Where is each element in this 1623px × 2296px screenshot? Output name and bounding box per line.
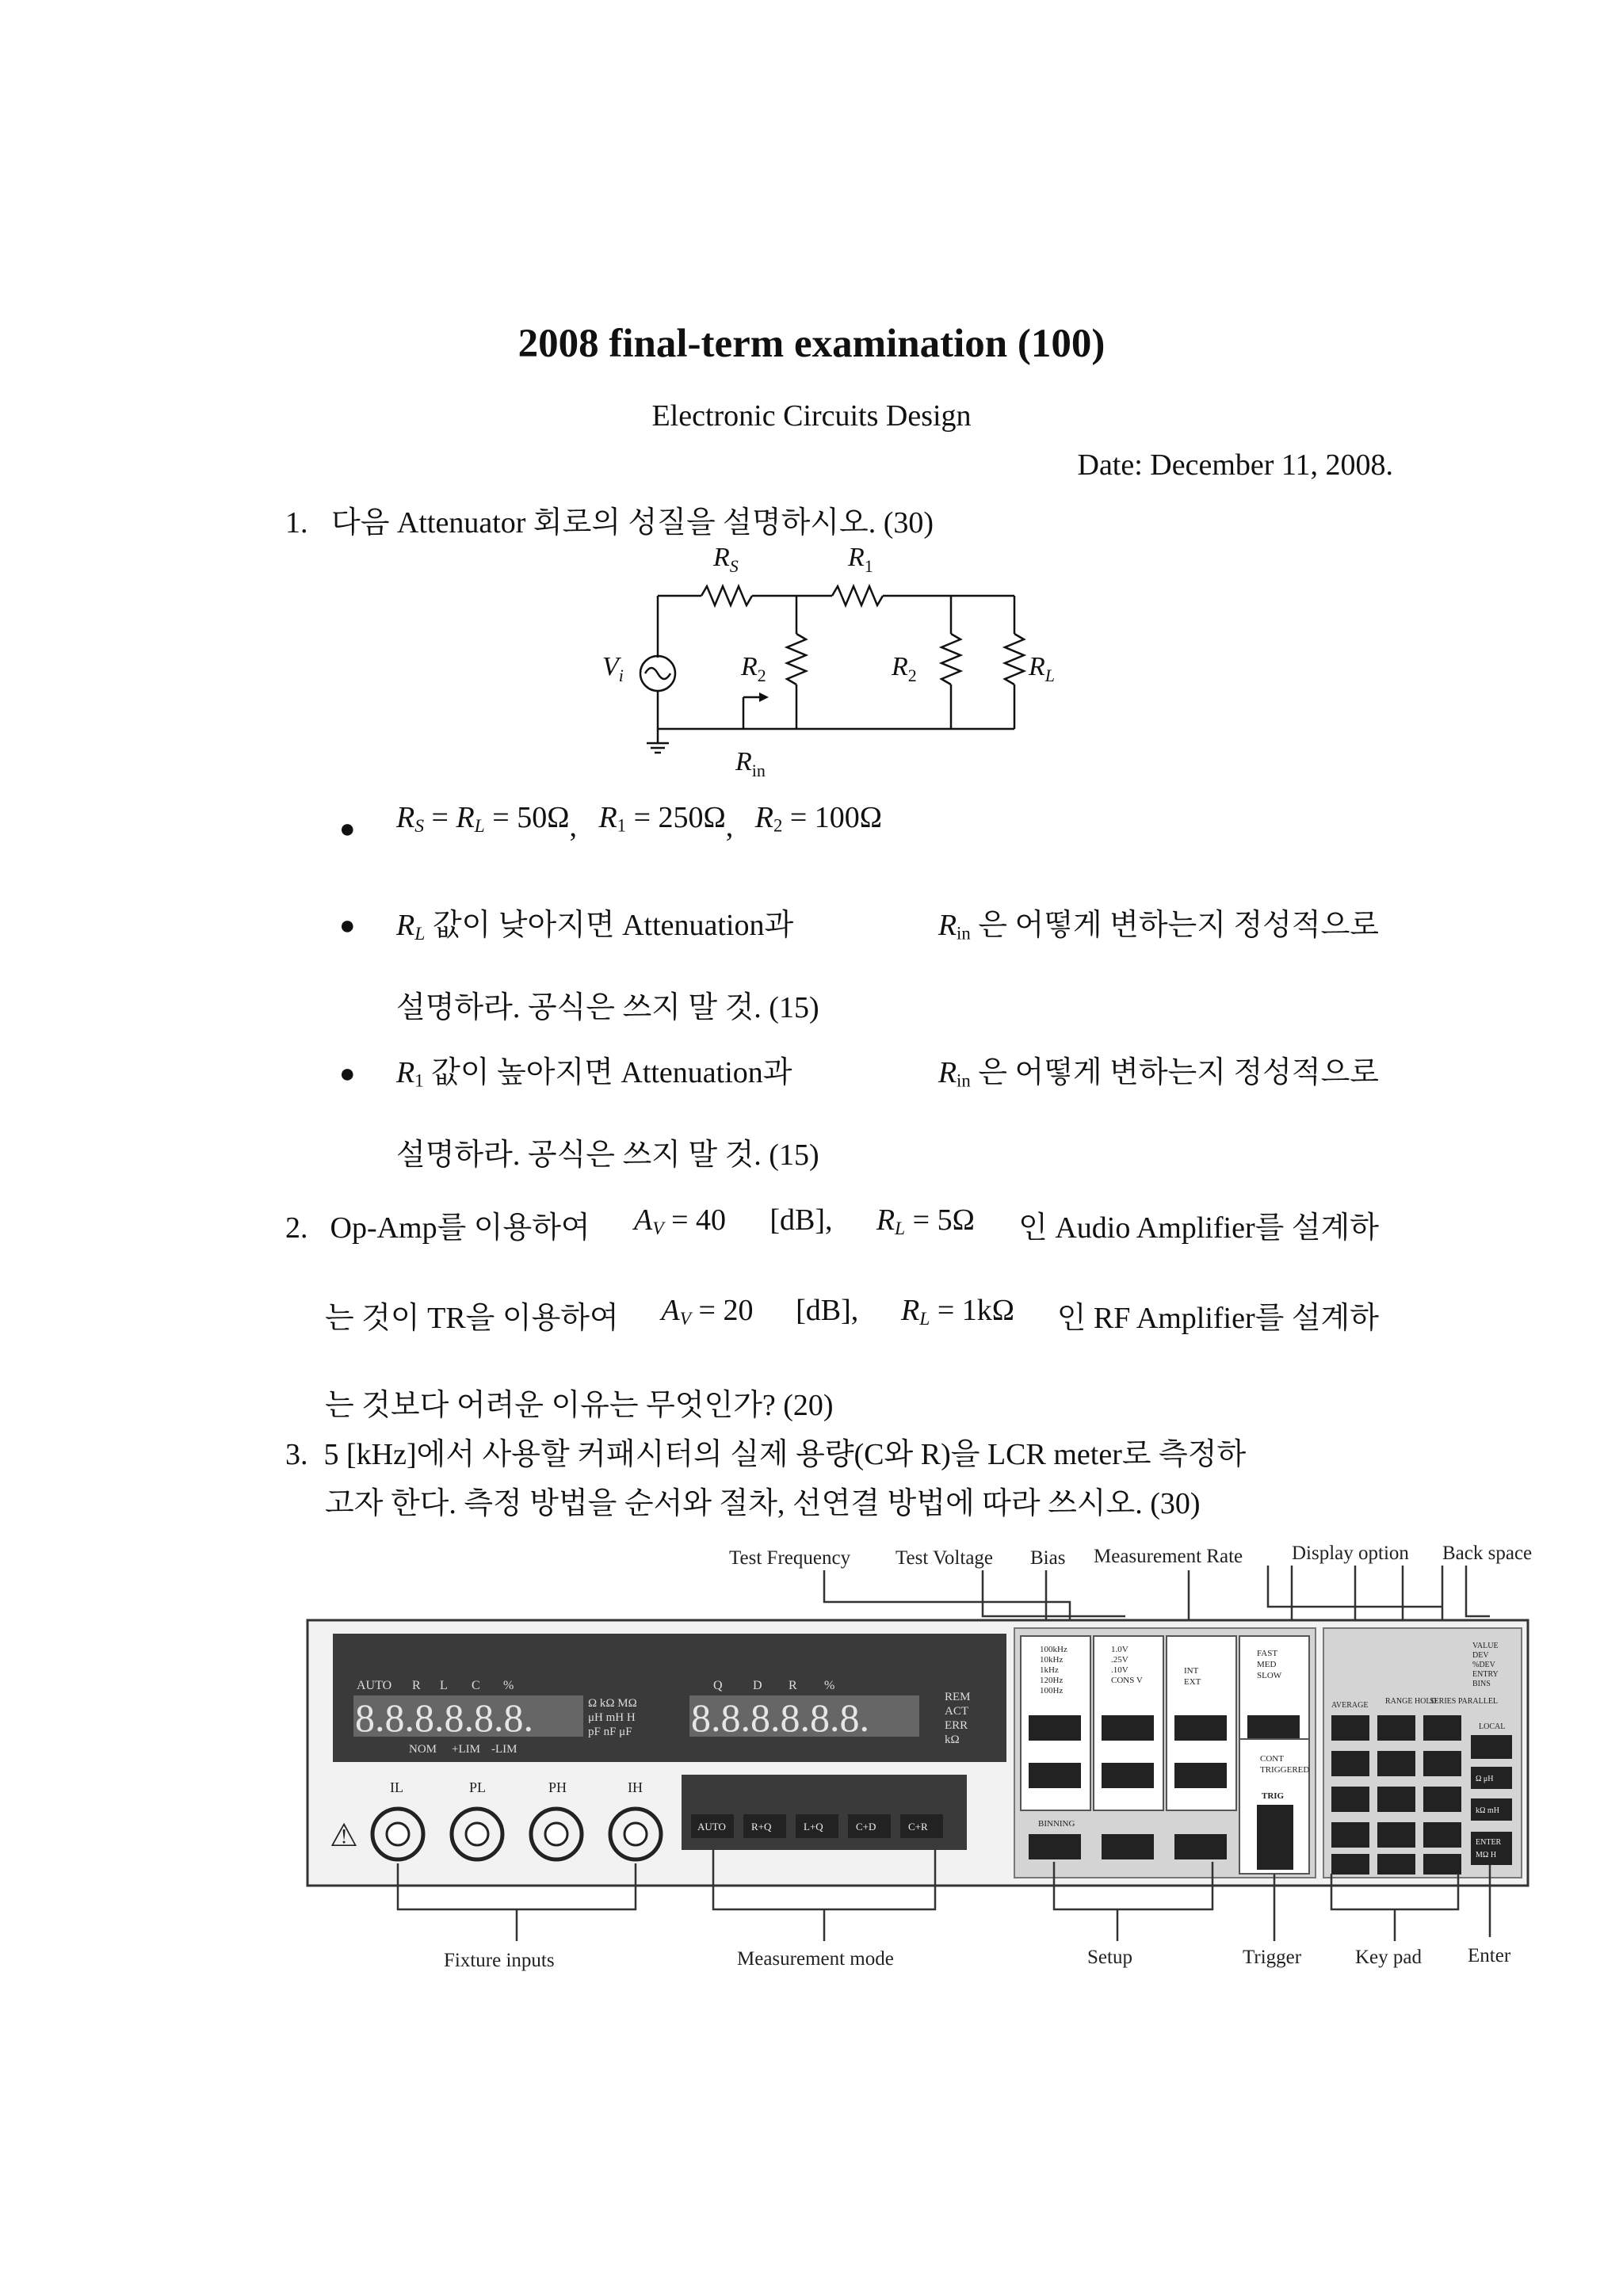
svg-text:pF nF μF: pF nF μF: [588, 1726, 632, 1738]
label-rl: $R_L$: [1029, 652, 1056, 685]
callout-back-space: Back space: [1442, 1543, 1533, 1564]
svg-text:ENTER: ENTER: [1476, 1838, 1502, 1847]
svg-text:IH: IH: [628, 1779, 643, 1795]
svg-text:VALUE: VALUE: [1472, 1642, 1499, 1650]
svg-text:100kHz: 100kHz: [1040, 1645, 1067, 1654]
svg-text:R+Q: R+Q: [751, 1821, 772, 1833]
bullet-2-line1: $R_L$ 값이 낮아지면 Attenuation과 Rin 은 어떻게 변하는지 정성적으로: [396, 909, 1379, 944]
callout-enter: Enter: [1468, 1945, 1511, 1966]
svg-text:TRIGGERED: TRIGGERED: [1260, 1765, 1310, 1775]
keypad-5[interactable]: [1377, 1787, 1415, 1812]
keypad-6[interactable]: [1423, 1787, 1461, 1812]
svg-text:EXT: EXT: [1184, 1677, 1201, 1687]
q3-line2: 고자 한다. 측정 방법을 순서와 절차, 선연결 방법에 따라 쓰시오. (30): [325, 1487, 1201, 1520]
svg-text:D: D: [753, 1679, 762, 1692]
svg-text:CONS V: CONS V: [1111, 1676, 1143, 1685]
svg-text:Q: Q: [713, 1679, 723, 1692]
bias-button[interactable]: [1174, 1715, 1227, 1741]
callout-measurement-mode: Measurement mode: [737, 1948, 894, 1970]
resistor-r2-second: [941, 634, 960, 685]
callout-key-pad: Key pad: [1355, 1947, 1422, 1968]
label-r1: $R_1$: [848, 543, 873, 576]
course-subtitle: Electronic Circuits Design: [651, 399, 972, 433]
keypad-0[interactable]: [1331, 1854, 1369, 1875]
lcr-meter-panel-figure: [301, 1537, 1585, 1997]
label-rin: $R_{in}$: [735, 747, 766, 780]
svg-text:%: %: [824, 1679, 835, 1692]
svg-text:DEV: DEV: [1472, 1651, 1489, 1660]
trigger-button[interactable]: [1257, 1805, 1293, 1870]
svg-text:Ω μH: Ω μH: [1476, 1775, 1494, 1783]
svg-text:1.0V: 1.0V: [1111, 1645, 1128, 1654]
attenuator-circuit-diagram: [571, 539, 1125, 780]
svg-text:kΩ mH: kΩ mH: [1476, 1806, 1499, 1815]
q2-line1: 2. Op-Amp를 이용하여 $A_V = 40$ [dB], $R_L = 5\Omega$ 인 Audio Amplifier를 설계하: [285, 1203, 1379, 1245]
svg-text:C+R: C+R: [908, 1821, 928, 1833]
resistor-rl: [1005, 634, 1024, 685]
resistor-rs: [701, 586, 752, 605]
svg-text:ACT: ACT: [945, 1705, 968, 1718]
label-vi: $V_i$: [602, 652, 624, 685]
q1-heading: [285, 498, 934, 541]
callout-test-frequency: Test Frequency: [729, 1547, 851, 1569]
svg-text:L+Q: L+Q: [804, 1821, 823, 1833]
svg-text:SLOW: SLOW: [1257, 1671, 1282, 1680]
callout-display-option: Display option: [1292, 1543, 1409, 1564]
backspace-button[interactable]: [1471, 1735, 1512, 1759]
resistor-r1: [832, 586, 883, 605]
callout-trigger: Trigger: [1243, 1947, 1302, 1968]
svg-text:MED: MED: [1257, 1660, 1277, 1669]
label-rs: $R_S$: [713, 543, 739, 576]
enter-button[interactable]: [1471, 1832, 1512, 1865]
binning-button-2[interactable]: [1102, 1834, 1154, 1859]
svg-text:REM: REM: [945, 1691, 971, 1703]
left-digits: 8.8.8.8.8.8.: [355, 1695, 533, 1740]
svg-text:TRIG: TRIG: [1262, 1791, 1285, 1801]
bullet-3-line2: 설명하라. 공식은 쓰지 말 것. (15): [396, 1138, 819, 1172]
keypad-1[interactable]: [1331, 1822, 1369, 1848]
svg-text:1kHz: 1kHz: [1040, 1665, 1059, 1675]
svg-text:CONT: CONT: [1260, 1754, 1284, 1764]
q3-number: 3.: [285, 1438, 308, 1471]
bullet-1-marker: ●: [339, 814, 356, 844]
svg-text:%DEV: %DEV: [1472, 1661, 1495, 1669]
svg-text:R: R: [789, 1679, 797, 1692]
callout-test-voltage: Test Voltage: [896, 1547, 994, 1569]
svg-text:C: C: [472, 1679, 480, 1692]
warning-icon: ⚠: [330, 1817, 358, 1853]
svg-text:C+D: C+D: [856, 1821, 876, 1833]
svg-text:MΩ H: MΩ H: [1476, 1851, 1497, 1859]
svg-text:+LIM: +LIM: [452, 1743, 480, 1756]
average-button[interactable]: [1331, 1715, 1369, 1741]
svg-text:10kHz: 10kHz: [1040, 1655, 1064, 1665]
callout-setup: Setup: [1087, 1947, 1132, 1968]
q2-line3: 는 것보다 어려운 이유는 무엇인가? (20): [325, 1389, 834, 1422]
svg-text:L: L: [440, 1679, 448, 1692]
q1-text: 다음 Attenuator 회로의 성질을 설명하시오. (30): [331, 506, 934, 540]
svg-text:FAST: FAST: [1257, 1649, 1278, 1658]
svg-text:AVERAGE: AVERAGE: [1331, 1701, 1369, 1710]
callout-bias: Bias: [1030, 1547, 1066, 1569]
svg-text:SERIES PARALLEL: SERIES PARALLEL: [1430, 1697, 1499, 1706]
keypad-9[interactable]: [1423, 1751, 1461, 1776]
keypad-4[interactable]: [1331, 1787, 1369, 1812]
svg-text:kΩ: kΩ: [945, 1733, 960, 1746]
bullet-1-values: $R_S = R_L = 50\Omega$, R1 = 250Ω, R2 = 100Ω: [396, 801, 883, 844]
svg-text:LOCAL: LOCAL: [1479, 1722, 1506, 1731]
svg-text:NOM: NOM: [409, 1743, 437, 1756]
svg-text:.10V: .10V: [1111, 1665, 1128, 1675]
label-r2-first: $R_2$: [741, 652, 766, 685]
svg-text:120Hz: 120Hz: [1040, 1676, 1064, 1685]
svg-text:PL: PL: [469, 1779, 487, 1795]
freq-button[interactable]: [1029, 1715, 1081, 1741]
svg-text:100Hz: 100Hz: [1040, 1686, 1064, 1695]
svg-text:R: R: [412, 1679, 421, 1692]
bullet-3-marker: ●: [339, 1059, 356, 1089]
keypad-3[interactable]: [1423, 1822, 1461, 1848]
keypad-dot[interactable]: [1377, 1854, 1415, 1875]
keypad-7[interactable]: [1331, 1751, 1369, 1776]
bullet-2-marker: ●: [339, 911, 356, 940]
svg-text:-LIM: -LIM: [491, 1743, 517, 1756]
binning-button-1[interactable]: [1029, 1834, 1081, 1859]
q1-number: 1.: [285, 506, 308, 540]
svg-text:ERR: ERR: [945, 1719, 968, 1732]
q2-line2: 는 것이 TR을 이용하여 $A_V = 20$ [dB], $R_L = 1k\Omega$ 인 RF Amplifier를 설계하: [325, 1294, 1379, 1335]
svg-text:%: %: [503, 1679, 514, 1692]
svg-text:ENTRY: ENTRY: [1472, 1670, 1499, 1679]
resistor-r2-first: [787, 634, 806, 685]
bullet-3-line1: R1 값이 높아지면 Attenuation과 Rin 은 어떻게 변하는지 정성적으로: [396, 1056, 1379, 1091]
svg-text:Ω kΩ MΩ: Ω kΩ MΩ: [588, 1697, 637, 1710]
rate-button[interactable]: [1247, 1715, 1300, 1741]
svg-text:RANGE HOLD: RANGE HOLD: [1385, 1697, 1437, 1706]
callout-measurement-rate: Measurement Rate: [1094, 1546, 1243, 1567]
range-hold-button[interactable]: [1377, 1715, 1415, 1741]
svg-text:AUTO: AUTO: [697, 1821, 726, 1833]
right-digits: 8.8.8.8.8.8.: [691, 1695, 869, 1740]
svg-text:PH: PH: [548, 1779, 567, 1795]
exam-date: Date: December 11, 2008.: [1077, 448, 1393, 482]
svg-text:BINS: BINS: [1472, 1680, 1491, 1688]
callout-fixture-inputs: Fixture inputs: [444, 1950, 555, 1971]
bullet-2-line2: 설명하라. 공식은 쓰지 말 것. (15): [396, 991, 819, 1024]
series-parallel-button[interactable]: [1423, 1715, 1461, 1741]
keypad-2[interactable]: [1377, 1822, 1415, 1848]
keypad-minus[interactable]: [1423, 1854, 1461, 1875]
q2-number: 2.: [285, 1211, 308, 1245]
binning-button-3[interactable]: [1174, 1834, 1227, 1859]
svg-text:IL: IL: [390, 1779, 403, 1795]
exam-title: 2008 final-term examination (100): [517, 322, 1106, 366]
q3-line1: 3. 5 [kHz]에서 사용할 커패시터의 실제 용량(C와 R)을 LCR meter로 측정하: [285, 1438, 1247, 1471]
disp-auto: AUTO: [357, 1679, 392, 1692]
svg-text:μH mH H: μH mH H: [588, 1711, 636, 1724]
svg-text:INT: INT: [1184, 1666, 1199, 1676]
keypad-8[interactable]: [1377, 1751, 1415, 1776]
label-r2-second: $R_2$: [892, 652, 917, 685]
svg-text:.25V: .25V: [1111, 1655, 1128, 1665]
voltage-button[interactable]: [1102, 1715, 1154, 1741]
svg-text:BINNING: BINNING: [1038, 1819, 1075, 1829]
